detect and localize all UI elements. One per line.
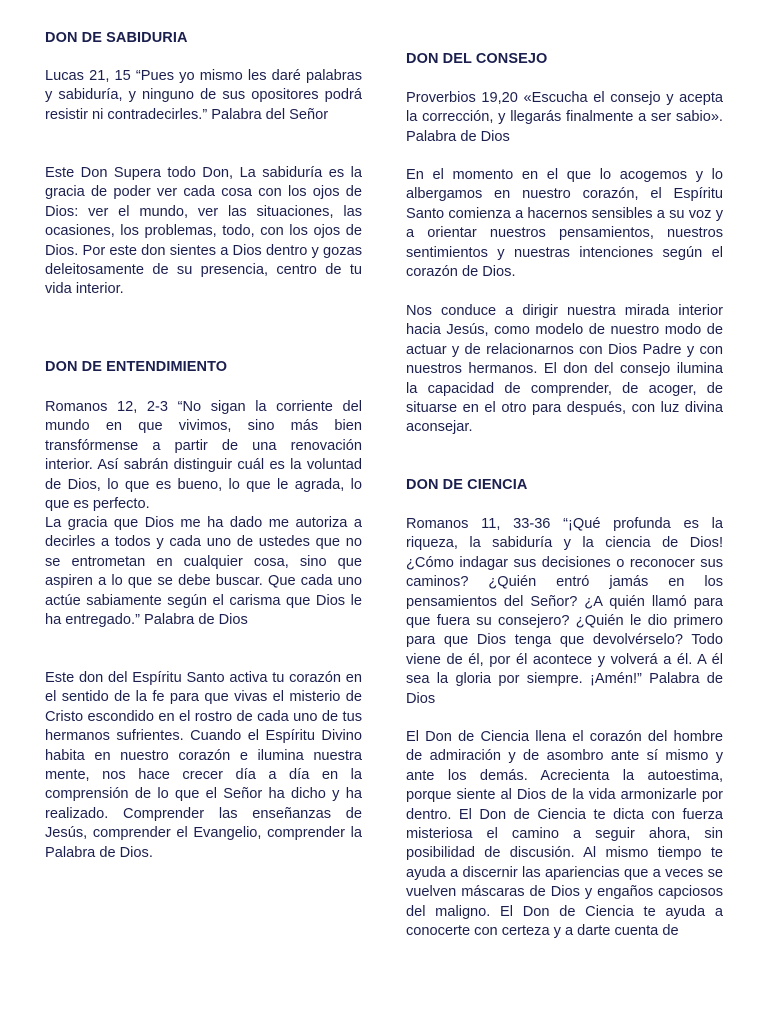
verse-entendimiento-2: La gracia que Dios me ha dado me autoriza a decirles a todos y cada uno de ustedes que no se entrometan en cualquier cosa, sino que aspiren a lo que se debe buscar. Que cada uno actúe sabiamente según el carisma que Dios le ha entregado.” Palabra de Dios (45, 515, 362, 629)
body-sabiduria: Este Don Supera todo Don, La sabiduría es la gracia de poder ver cada cosa con los ojos de Dios: ver el mundo, ver las situaciones, las ocasiones, los problemas, todo, con los ojos de Dios. Por este don sientes a Dios dentro y gozas deleitosamente de su presencia, centro de tu vida interior. (45, 165, 362, 298)
verse-consejo: Proverbios 19,20 «Escucha el consejo y acepta la corrección, y llegarás finalmente a ser sabio». Palabra de Dios (406, 90, 723, 145)
body-ciencia: El Don de Ciencia llena el corazón del hombre de admiración y de asombro ante sí mismo y ante los demás. Acrecienta la autoestima, porque siente al Dios de la vida armonizarle por dentro. El Don de Ciencia te dicta con fuerza misteriosa el camino a seguir ahora, sin posibilidad de discusión. Al mismo tiempo te ayuda a discernir las apariencias que a veces se vuelven máscaras de Dios y engaños capciosos del maligno. El Don de Ciencia te ayuda a conocerte con certeza y a darte cuenta de (406, 729, 723, 940)
verse-entendimiento-1: Romanos 12, 2-3 “No sigan la corriente del mundo en que vivimos, sino más bien transfórmense a partir de una renovación interior. Así sabrán distinguir cuál es la voluntad de Dios, lo que es bueno, lo que le agrada, lo que es perfecto. (45, 399, 362, 513)
verse-sabiduria: Lucas 21, 15 “Pues yo mismo les daré palabras y sabiduría, y ninguno de sus opositores podrá resistir ni contradecirles.” Palabra del Señor (45, 68, 362, 123)
body-entendimiento: Este don del Espíritu Santo activa tu corazón en el sentido de la fe para que vivas el misterio de Cristo escondido en el rostro de cada uno de tus hermanos sufrientes. Cuando el Espíritu Divino habita en nuestro corazón e ilumina nuestra mente, nos hace crecer día a día en la comprensión de lo que el Señor ha dicho y ha realizado. Comprender las enseñanzas de Jesús, comprender el Evangelio, comprender la Palabra de Dios. (45, 670, 362, 861)
body-consejo-1: En el momento en el que lo acogemos y lo albergamos en nuestro corazón, el Espíritu Santo comienza a hacernos sensibles a su voz y a orientar nuestros pensamientos, nuestros sentimientos y nuestras intenciones según el corazón de Dios. (406, 167, 723, 281)
verse-ciencia: Romanos 11, 33-36 “¡Qué profunda es la riqueza, la sabiduría y la ciencia de Dios! ¿Cómo indagar sus decisiones o reconocer sus caminos? ¿Quién entró jamás en los pensamientos del Señor? ¿A quién llamó para que fuera su consejero? ¿Quién le dio primero para que Dios tenga que devolvérselo? Todo viene de él, por él acontece y volverá a él. A él sea la gloria por siempre. ¡Amén!” Palabra de Dios (406, 516, 723, 707)
heading-sabiduria: DON DE SABIDURIA (45, 30, 188, 46)
heading-consejo: DON DEL CONSEJO (406, 51, 548, 67)
body-consejo-2: Nos conduce a dirigir nuestra mirada interior hacia Jesús, como modelo de nuestro modo de actuar y de relacionarnos con Dios Padre y con nuestros hermanos. El don del consejo ilumina la capacidad de comprender, de acoger, de situarse en el otro para después, con luz divina aconsejar. (406, 303, 723, 436)
heading-ciencia: DON DE CIENCIA (406, 477, 528, 493)
heading-entendimiento: DON DE ENTENDIMIENTO (45, 359, 228, 375)
